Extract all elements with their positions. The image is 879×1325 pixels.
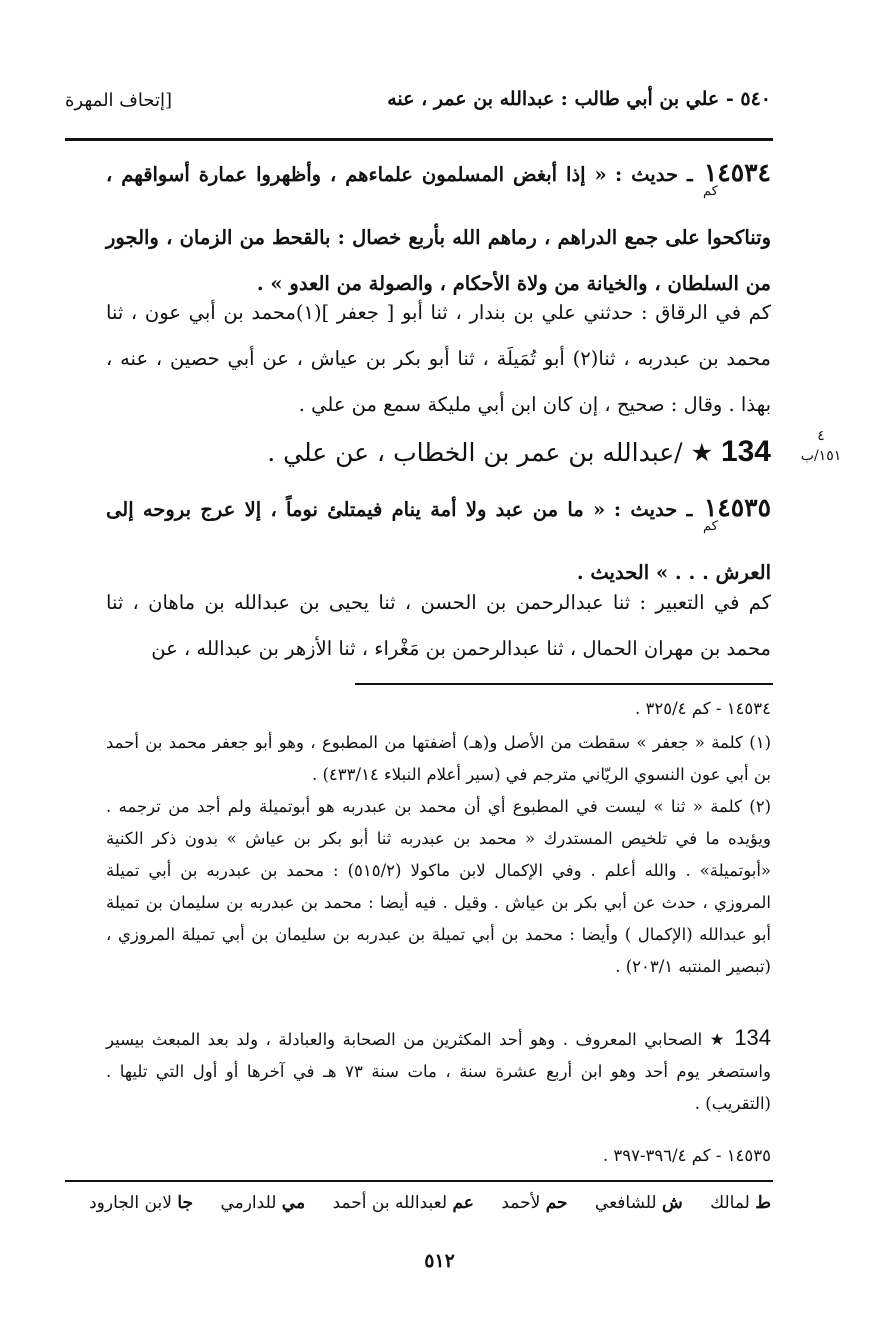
hadith-label: ـ حديث : <box>613 498 693 521</box>
hadith-number: ١٤٥٣٥ <box>703 493 772 522</box>
abbr-item: مي للدارمي <box>220 1193 306 1213</box>
footnote-number: 134 <box>734 1025 772 1050</box>
translation-number: 134 <box>720 435 771 468</box>
footnote-2: (٢) كلمة « ثنا » ليست في المطبوع أي أن محمد بن عبدربه هو أبوتميلة ولم أجد من ترجمه . ويؤيده ما في تلخيص المستدرك « محمد بن عبدربه ثنا أبو بكر بن عياش » بدون ذكر الكنية «أبوتميلة» . والله أعلم . وفي الإكمال لابن ماكولا (٥١٥/٢) : محمد بن عبدربه بن أبي تميلة المروزي ، حدث عن أبي بكر بن عياش . وقيل . فيه أيضا : محمد بن عبدربه بن سليمان بن تميلة أبو عبدالله (الإكمال ) وأيضا : محمد بن أبي تميلة بن عبدربه بن سليمان بن أبي تميلة المروزي ، (تبصير المنتبه ٢٠٣/١) . <box>106 797 771 976</box>
abbr-item: حم لأحمد <box>501 1193 568 1213</box>
abbr-item: عم لعبدالله بن أحمد <box>332 1193 474 1213</box>
hadith-source-14534: كم في الرقاق : حدثني علي بن بندار ، ثنا أبو [ جعفر ](١)محمد بن أبي عون ، ثنا محمد بن عبدربه ، ثنا(٢) أبو تُمَيلَة ، ثنا أبو بكر بن عياش ، عن أبي حصين ، عنه ، بهذا . وقال : صحيح ، إن كان ابن أبي مليكة سمع من علي . <box>106 301 771 416</box>
margin-ref-top: ٤ <box>817 428 825 444</box>
footnote-rule <box>355 683 773 685</box>
source-siglum: كم <box>703 519 718 534</box>
running-header-title: ٥٤٠ - علي بن أبي طالب : عبدالله بن عمر ، عنه <box>387 88 771 110</box>
running-header-book: [إتحاف المهرة <box>65 90 173 111</box>
footnote-134 <box>106 1022 771 1120</box>
star-icon: ★ <box>690 438 713 467</box>
star-icon: ★ <box>709 1030 727 1049</box>
abbreviations-key <box>67 1193 771 1213</box>
abbreviations-rule <box>65 1180 773 1182</box>
hadith-source-14535: كم في التعبير : ثنا عبدالرحمن بن الحسن ، ثنا يحيى بن عبدالله بن ماهان ، ثنا محمد بن مهران الحمال ، ثنا عبدالرحمن بن مَغْراء ، ثنا الأزهر بن عبدالله ، عن <box>106 591 771 660</box>
hadith-label: ـ حديث : <box>615 163 693 186</box>
hadith-number: ١٤٥٣٤ <box>703 158 771 187</box>
abbr-item: ط لمالك <box>710 1193 771 1213</box>
hadith-entry-14534 <box>106 150 771 307</box>
hadith-text: « ما من عبد ولا أمة ينام فيمتلئ نوماً ، إلا عرج بروحه إلى العرش . . . » الحديث . <box>106 498 771 584</box>
hadith-text: « إذا أبغض المسلمون علماءهم ، وأظهروا عمارة أسواقهم ، وتناكحوا على جمع الدراهم ، رماهم الله بأربع خصال : بالقحط من الزمان ، والجور من السلطان ، والخيانة من ولاة الأحكام ، والصولة من العدو » . <box>106 163 771 295</box>
source-siglum: كم <box>703 184 718 199</box>
translation-heading <box>267 435 771 469</box>
footnote-14535: ١٤٥٣٥ - كم ٣٩٦/٤-٣٩٧ . <box>602 1146 771 1165</box>
translation-name: /عبدالله بن عمر بن الخطاب ، عن علي . <box>267 438 683 467</box>
header-rule <box>65 138 773 141</box>
abbr-item: جا لابن الجارود <box>89 1193 194 1213</box>
abbr-item: ش للشافعي <box>594 1193 683 1213</box>
margin-ref-bottom: ١٥١/ب <box>800 448 842 464</box>
footnote-14534: ١٤٥٣٤ - كم ٣٢٥/٤ . <box>635 699 771 718</box>
footnote-1: (١) كلمة « جعفر » سقطت من الأصل و(هـ) أضفتها من المطبوع ، وهو أبو جعفر محمد بن أحمد بن أبي عون النسوي الريّاني مترجم في (سير أعلام النبلاء ٤٣٣/١٤) . <box>106 733 771 784</box>
footnote-text: الصحابي المعروف . وهو أحد المكثرين من الصحابة والعبادلة ، ولد بعد المبعث بيسير واستصغر يوم أحد وهو ابن أربع عشرة سنة ، مات سنة ٧٣ هـ في آخرها أو أول التي تليها . (التقريب) . <box>106 1030 771 1113</box>
margin-reference <box>790 426 852 466</box>
page-number: ٥١٢ <box>424 1250 455 1272</box>
